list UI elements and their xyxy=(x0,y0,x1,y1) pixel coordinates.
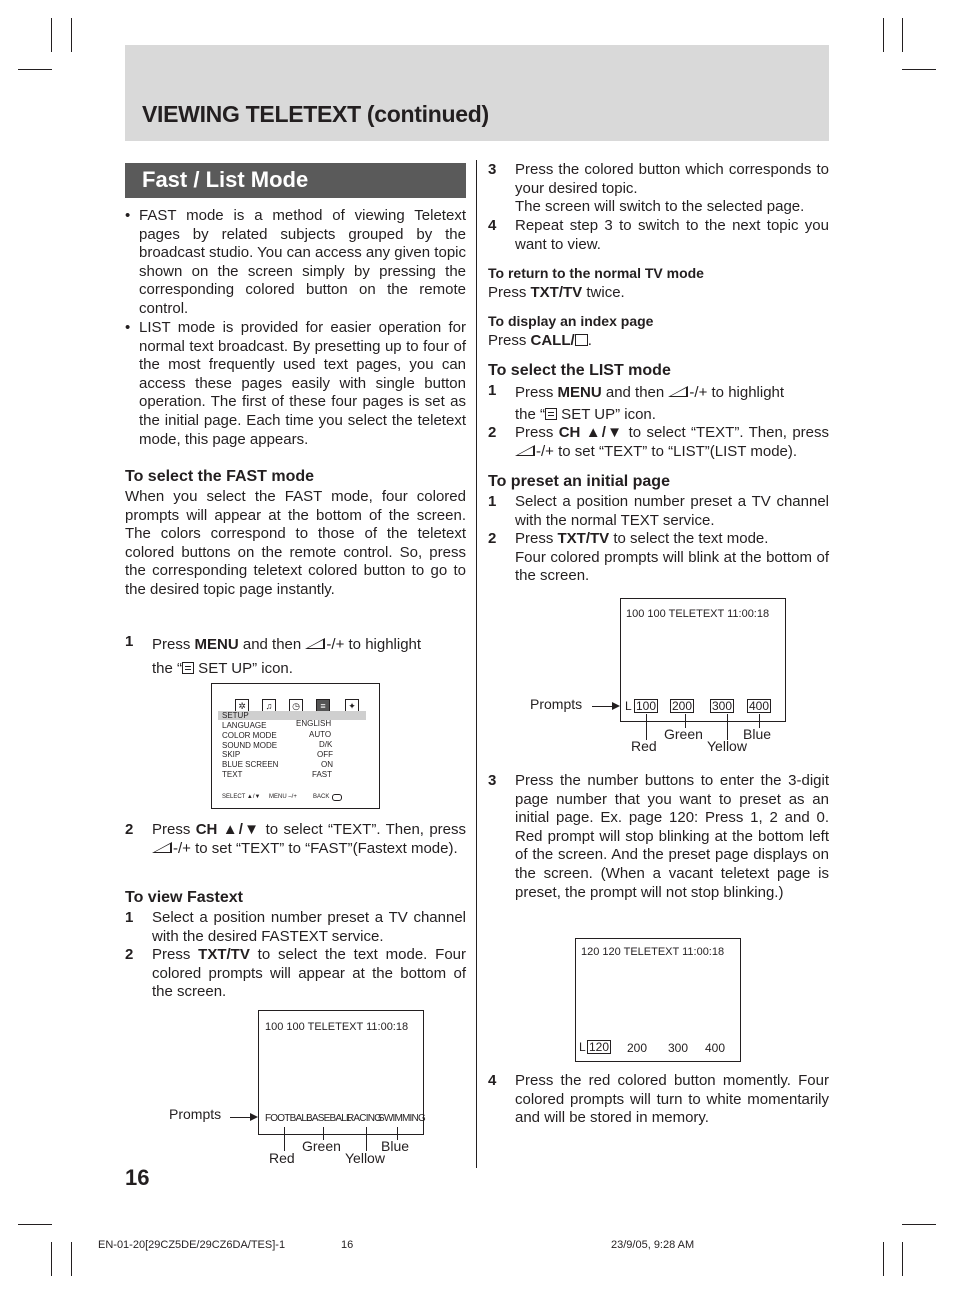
list-screen-preset-120 xyxy=(575,938,741,1062)
prompts-label: Prompts xyxy=(169,1106,222,1122)
menu-value: AUTO xyxy=(309,730,332,739)
crop-mark xyxy=(902,1242,903,1276)
step-number: 3 xyxy=(488,161,497,178)
step-number: 1 xyxy=(488,382,497,399)
menu-value: D/K xyxy=(319,740,333,749)
right-step4: Repeat step 3 to switch to the next topic you want to view. xyxy=(515,217,829,253)
prompts-label: Prompts xyxy=(530,696,583,712)
menu-footer-back: BACK xyxy=(313,794,330,800)
return-tv-heading: To return to the normal TV mode xyxy=(488,265,704,281)
crop-mark xyxy=(883,1242,884,1276)
section-title: Fast / List Mode xyxy=(142,167,309,192)
bullet-list-mode: LIST mode is provided for easier operation for normal text broadcast. By presetting up to four of the most frequently used text pages, you can access these pages easily with single button operation. The first of these four pages is set as the initial page. Each time you select the teletext mode, this page appears. xyxy=(139,319,466,448)
fast-step2: Press CH ▲/▼ to select “TEXT”. Then, press -/+ to set “TEXT” to “FAST”(Fastext mode). xyxy=(152,821,467,857)
leader-line xyxy=(284,1127,285,1151)
label-red: Red xyxy=(631,738,657,754)
prompt-football: FOOTBALL xyxy=(265,1113,311,1124)
leader-line xyxy=(727,714,728,740)
back-button-icon xyxy=(332,794,342,801)
menu-label: COLOR MODE xyxy=(222,731,277,740)
right-step3: Press the colored button which corresponds to your desired topic. The screen will switch to the selected page. xyxy=(515,161,829,216)
fast-step1: Press MENU and then -/+ to highlight the “ SET UP” icon. xyxy=(152,636,422,677)
crop-mark xyxy=(902,1224,936,1225)
prompt-baseball: BASEBALL xyxy=(306,1113,351,1124)
label-yellow: Yellow xyxy=(707,738,747,754)
volume-wedge-icon xyxy=(305,638,325,649)
fast-mode-body: When you select the FAST mode, four colored prompts will appear at the bottom of the screen. The colors correspond to those of the teletext colored buttons on the remote control. So, press the corresponding teletext colored button to go to the desired topic page instantly. xyxy=(125,488,466,598)
leader-line xyxy=(646,714,647,740)
list-step1: Press MENU and then -/+ to highlight the “ SET UP” icon. xyxy=(515,384,785,423)
menu-value: ENGLISH xyxy=(296,719,332,728)
label-blue: Blue xyxy=(743,726,772,742)
index-icon xyxy=(575,334,588,346)
footer-page: 16 xyxy=(341,1239,354,1251)
teletext-header: 100 100 TELETEXT 11:00:18 xyxy=(265,1021,409,1033)
menu-value: FAST xyxy=(312,770,333,779)
prompt-300: 300 xyxy=(712,699,733,713)
preset-step2: Press TXT/TV to select the text mode. Four colored prompts will blink at the bottom of the screen. xyxy=(515,530,829,585)
setup-title: SETUP xyxy=(222,711,249,720)
crop-mark xyxy=(18,1224,52,1225)
function-icon: ✦ xyxy=(345,699,359,713)
label-red: Red xyxy=(269,1150,295,1166)
volume-wedge-icon xyxy=(152,842,172,853)
index-heading: To display an index page xyxy=(488,313,654,329)
leader-line xyxy=(366,1127,367,1151)
menu-label: LANGUAGE xyxy=(222,721,267,730)
menu-value: OFF xyxy=(317,750,333,759)
menu-label: SKIP xyxy=(222,750,241,759)
preset-step4: Press the red colored button momently. Four colored prompts will turn to white momentarily and will be stored in memory. xyxy=(515,1072,829,1127)
crop-mark xyxy=(51,1242,52,1276)
page-title: VIEWING TELETEXT (continued) xyxy=(142,101,489,127)
crop-mark xyxy=(18,69,52,70)
crop-mark xyxy=(902,18,903,52)
setup-menu-screen xyxy=(211,683,380,809)
menu-value: ON xyxy=(321,760,333,769)
label-blue: Blue xyxy=(381,1138,410,1154)
prompt-400: 400 xyxy=(749,699,770,713)
prompt-100: 100 xyxy=(636,699,657,713)
step-number: 4 xyxy=(488,1072,497,1089)
footer-document-code: EN-01-20[29CZ5DE/29CZ6DA/TES]-1 xyxy=(98,1239,286,1251)
crop-mark xyxy=(71,18,72,52)
setup-icon xyxy=(182,662,194,674)
prompt-swimming: SWIMMING xyxy=(378,1113,425,1124)
preset-step1: Select a position number preset a TV channel with the normal TEXT service. xyxy=(515,493,829,529)
list-indicator: L xyxy=(579,1040,586,1054)
menu-label: BLUE SCREEN xyxy=(222,760,279,769)
fast-mode-heading: To select the FAST mode xyxy=(125,468,315,485)
return-tv-text: Press TXT/TV twice. xyxy=(488,284,625,301)
crop-mark xyxy=(51,18,52,52)
label-yellow: Yellow xyxy=(345,1150,385,1166)
step-number: 2 xyxy=(125,821,134,838)
fastext-step1: Select a position number preset a TV channel with the desired FASTEXT service. xyxy=(152,909,466,945)
fastext-screen xyxy=(258,1010,424,1135)
bullet-fast-mode: FAST mode is a method of viewing Teletext pages by related subjects grouped by the broadcast studio. You can access any given topic shown on the screen simply by pressing the corresponding colored button on the remote control. xyxy=(139,207,466,317)
menu-label: SOUND MODE xyxy=(222,741,278,750)
sound-icon: ♫ xyxy=(262,699,276,713)
list-indicator: L xyxy=(625,699,632,713)
volume-wedge-icon xyxy=(668,386,688,397)
prompt-200: 200 xyxy=(627,1041,648,1055)
preset-step3: Press the number buttons to enter the 3-digit page number that you want to preset as an initial page. Ex. page 120: Press 1, 2 and 0. Red prompt will stop blinking at the bottom left of the screen. And the preset page displays on the screen. (When a vacant teletext page is preset, the prompt will not stop blinking.) xyxy=(515,772,829,901)
list-step2: Press CH ▲/▼ to select “TEXT”. Then, press -/+ to set “TEXT” to “LIST”(LIST mode). xyxy=(515,424,830,460)
menu-label: TEXT xyxy=(222,770,243,779)
prompt-300: 300 xyxy=(668,1041,689,1055)
crop-mark xyxy=(902,69,936,70)
list-screen-preset xyxy=(620,598,786,722)
crop-mark xyxy=(71,1242,72,1276)
list-mode-heading: To select the LIST mode xyxy=(488,362,671,379)
arrow-head-icon xyxy=(250,1113,258,1121)
timer-icon: ◷ xyxy=(289,699,303,713)
picture-icon: ✲ xyxy=(235,699,249,713)
fastext-heading: To view Fastext xyxy=(125,889,243,906)
setup-icon xyxy=(545,408,557,420)
fastext-step2: Press TXT/TV to select the text mode. Four colored prompts will appear at the bottom of the screen. xyxy=(152,946,467,1001)
index-text: Press CALL/ . xyxy=(488,332,592,349)
step-number: 2 xyxy=(125,946,134,963)
step-number: 1 xyxy=(488,493,497,510)
crop-mark xyxy=(883,18,884,52)
menu-footer-menu: MENU –/+ xyxy=(269,794,297,800)
teletext-header: 100 100 TELETEXT 11:00:18 xyxy=(626,608,770,620)
step-number: 2 xyxy=(488,530,497,547)
bullet-marker: • xyxy=(125,207,131,224)
page-number: 16 xyxy=(125,1165,150,1190)
prompt-120: 120 xyxy=(589,1040,610,1054)
menu-footer-select: SELECT ▲/▼ xyxy=(222,794,261,800)
label-green: Green xyxy=(302,1138,341,1154)
step-number: 2 xyxy=(488,424,497,441)
column-divider xyxy=(476,160,477,1168)
label-green: Green xyxy=(664,726,703,742)
step-number: 4 xyxy=(488,217,497,234)
prompt-400: 400 xyxy=(705,1041,726,1055)
setup-icon: ≡ xyxy=(316,699,330,713)
prompt-200: 200 xyxy=(672,699,693,713)
step-number: 3 xyxy=(488,772,497,789)
step-number: 1 xyxy=(125,633,134,650)
volume-wedge-icon xyxy=(515,445,535,456)
footer-timestamp: 23/9/05, 9:28 AM xyxy=(611,1239,695,1251)
teletext-header: 120 120 TELETEXT 11:00:18 xyxy=(581,946,725,958)
prompt-racing: RACING xyxy=(347,1113,382,1124)
arrow-head-icon xyxy=(612,702,620,710)
bullet-marker: • xyxy=(125,319,131,336)
preset-heading: To preset an initial page xyxy=(488,473,670,490)
step-number: 1 xyxy=(125,909,134,926)
